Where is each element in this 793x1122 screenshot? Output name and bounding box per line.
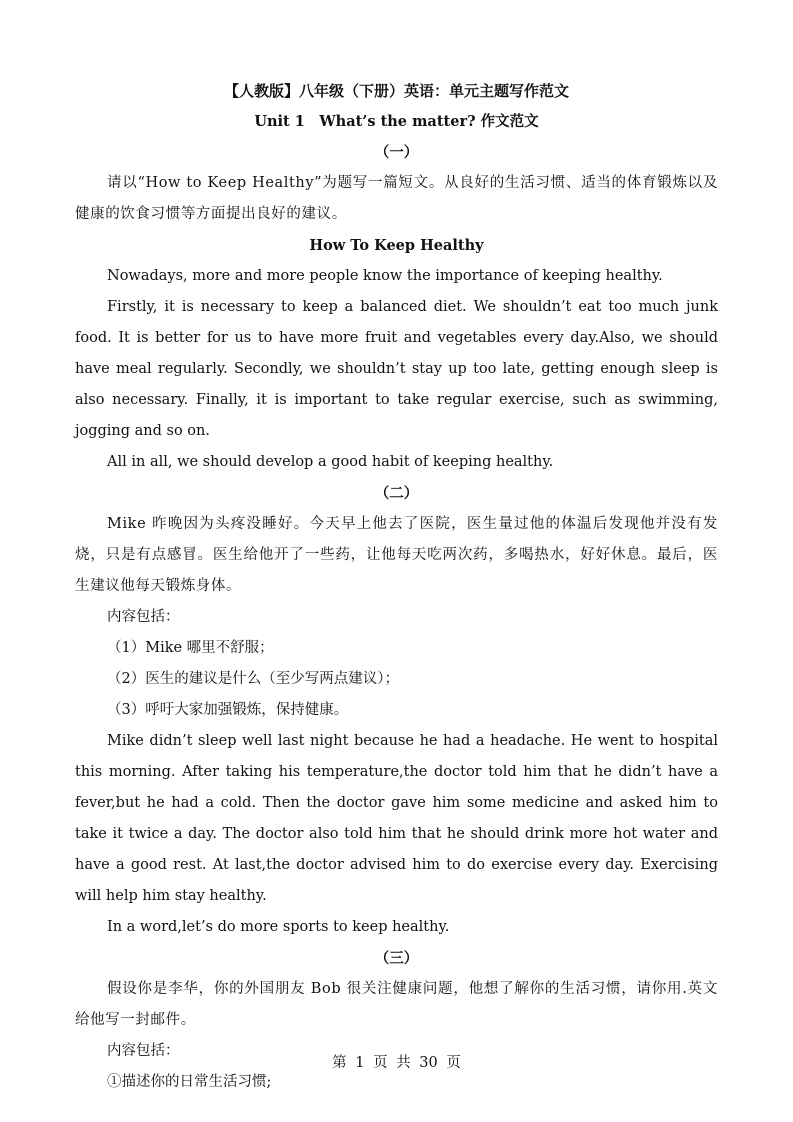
essay-title: How To Keep Healthy bbox=[309, 237, 484, 254]
content-item: ①描述你的日常生活习惯; bbox=[107, 1074, 272, 1090]
section-label: （一） bbox=[374, 144, 419, 161]
content-item: （3）呼吁大家加强锻炼，保持健康。 bbox=[107, 702, 349, 718]
document-title: 【人教版】八年级（下册）英语：单元主题写作范文 bbox=[223, 82, 569, 100]
content-label: 内容包括： bbox=[107, 609, 180, 625]
section-label: （三） bbox=[374, 950, 419, 967]
page-footer: 第 1 页 共 30 页 bbox=[332, 1055, 461, 1071]
document-body bbox=[75, 78, 718, 1098]
essay-paragraph: Mike didn’t sleep well last night because he had a headache. He went to hospital this morning. After taking his temperature,the doctor told him that he didn’t have a fever,but he had a cold. Then the doctor gave him some medicine and asked him to take it twice a day. The doctor also told him that he should drink more hot water and have a good rest. At last,the doctor advised him to do exercise every day. Exercising will help him stay healthy. bbox=[75, 733, 718, 904]
section-prompt: 假设你是李华，你的外国朋友 Bob 很关注健康问题，他想了解你的生活习惯，请你用.英文给他写一封邮件。 bbox=[75, 981, 718, 1028]
essay-paragraph: All in all, we should develop a good habit of keeping healthy. bbox=[107, 454, 554, 470]
section-prompt: Mike 昨晚因为头疼没睡好。今天早上他去了医院，医生量过他的体温后发现他并没有发烧，只是有点感冒。医生给他开了一些药，让他每天吃两次药，多喝热水，好好休息。最后，医生建议他每天锻炼身体。 bbox=[75, 516, 718, 594]
essay-paragraph: Nowadays, more and more people know the importance of keeping healthy. bbox=[107, 268, 663, 284]
content-item: （2）医生的建议是什么（至少写两点建议）； bbox=[107, 671, 399, 687]
content-item: （1）Mike 哪里不舒服； bbox=[107, 640, 274, 656]
document-subtitle: Unit 1 What’s the matter? 作文范文 bbox=[254, 113, 539, 130]
section-label: （二） bbox=[374, 485, 419, 502]
section-prompt: 请以“How to Keep Healthy”为题写一篇短文。从良好的生活习惯、适当的体育锻炼以及健康的饮食习惯等方面提出良好的建议。 bbox=[75, 175, 718, 222]
essay-paragraph: Firstly, it is necessary to keep a balanced diet. We shouldn’t eat too much junk food. It is better for us to have more fruit and vegetables every day.Also, we should have meal regularly. Secondly, we shouldn’t stay up too late, getting enough sleep is also necessary. Finally, it is important to take regular exercise, such as swimming, jogging and so on. bbox=[75, 299, 718, 439]
content-label: 内容包括： bbox=[107, 1043, 180, 1059]
essay-paragraph: In a word,let’s do more sports to keep healthy. bbox=[107, 919, 450, 935]
